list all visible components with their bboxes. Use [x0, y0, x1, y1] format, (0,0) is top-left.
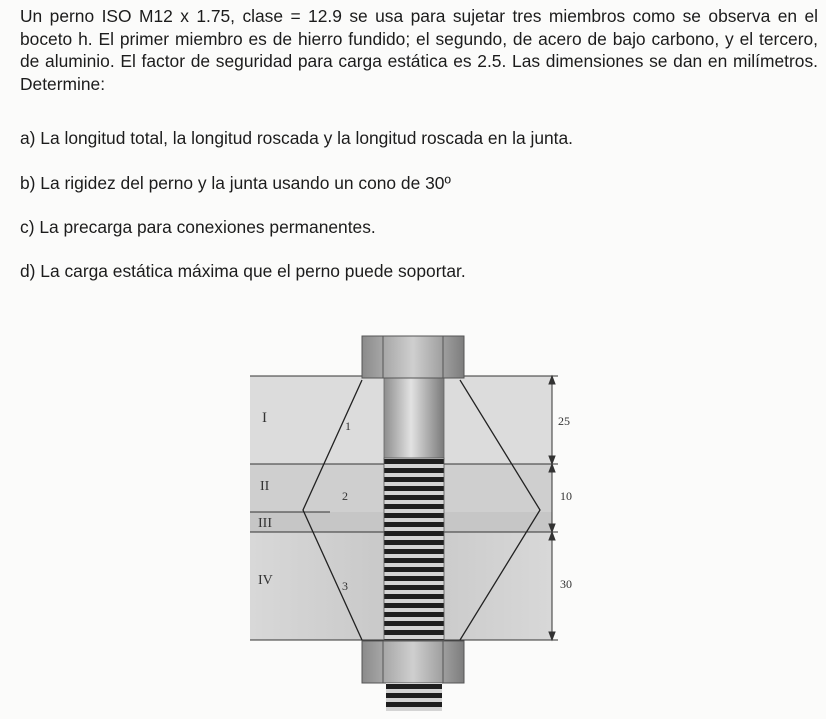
- bolt-head: [362, 336, 464, 378]
- problem-statement: Un perno ISO M12 x 1.75, clase = 12.9 se usa para sujetar tres miembros como se observa en el boceto h. El primer miembro es de hierro fundido; el segundo, de acero de bajo carbono, y el tercero, de aluminio. El factor de seguridad para carga estática es 2.5. Las dimensiones se dan en milímetros. Determine:: [20, 6, 818, 94]
- dimension-label-10: 10: [560, 489, 572, 503]
- dimension-label-25: 25: [558, 414, 570, 428]
- frustum-label-3: 3: [342, 579, 348, 593]
- bolt-end: [386, 683, 442, 711]
- question-a: a) La longitud total, la longitud roscada y la longitud roscada en la junta.: [20, 128, 574, 148]
- bolt-thread: [384, 458, 444, 640]
- member-label-ii: II: [260, 479, 270, 494]
- member-label-iv: IV: [258, 573, 273, 588]
- member-label-i: I: [262, 410, 267, 426]
- question-d: d) La carga estática máxima que el perno puede soportar.: [20, 261, 466, 281]
- frustum-label-2: 2: [342, 489, 348, 503]
- bolt-shank: [384, 376, 444, 460]
- dimension-label-30: 30: [560, 577, 572, 591]
- member-label-iii: III: [258, 516, 272, 531]
- frustum-label-1: 1: [345, 419, 351, 433]
- question-b: b) La rigidez del perno y la junta usando un cono de 30º: [20, 173, 451, 193]
- question-c: c) La precarga para conexiones permanentes.: [20, 217, 376, 237]
- nut: [362, 641, 464, 683]
